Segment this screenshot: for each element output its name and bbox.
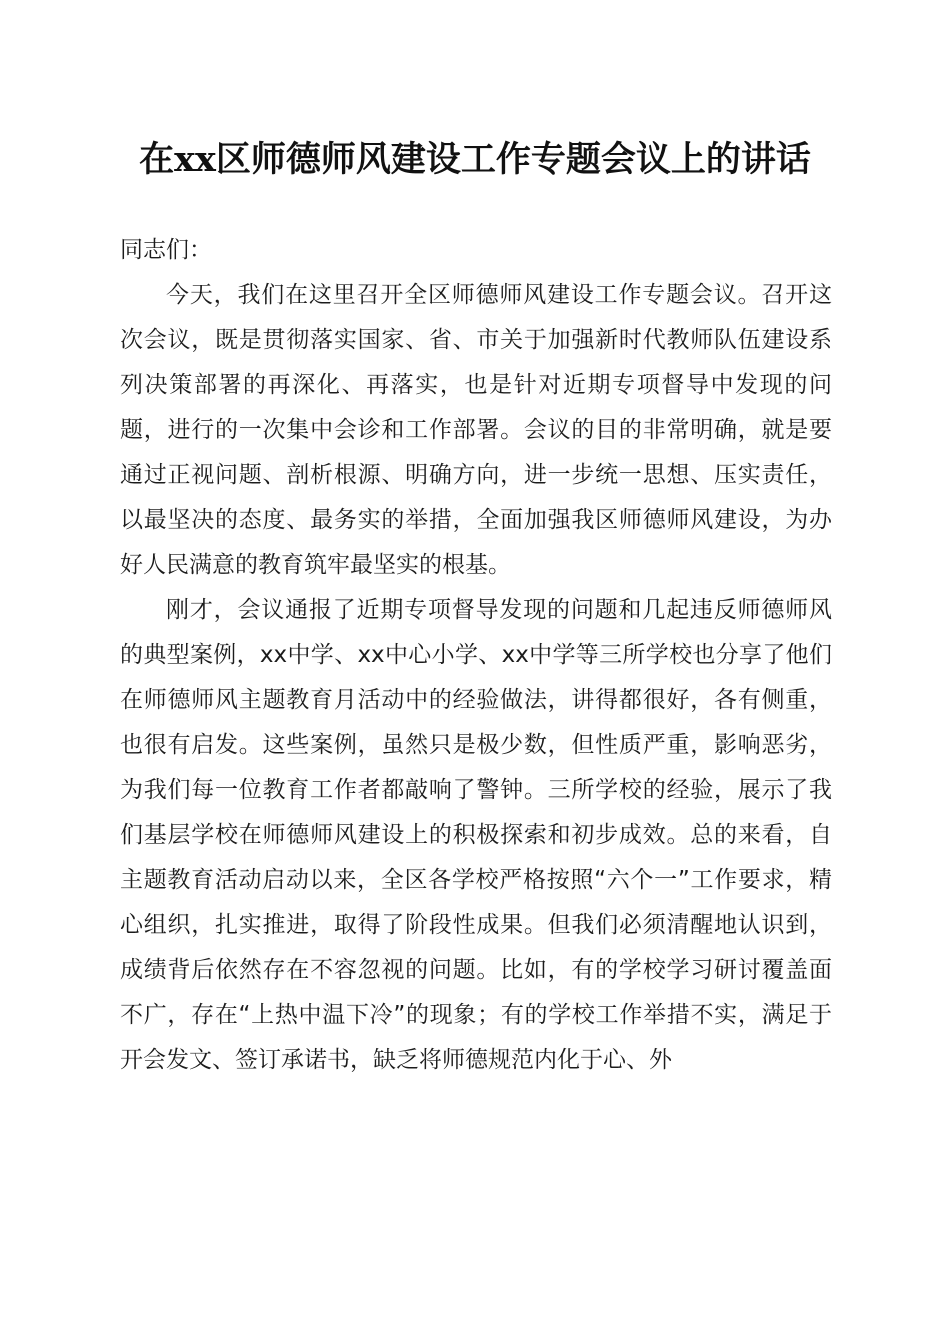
salutation: 同志们： <box>120 237 212 263</box>
document-body <box>120 228 832 1083</box>
body-paragraph-2: 刚才，会议通报了近期专项督导发现的问题和几起违反师德师风的典型案例，xx中学、xx中心小学、xx中学等三所学校也分享了他们在师德师风主题教育月活动中的经验做法，讲得都很好，各有侧重，也很有启发。这些案例，虽然只是极少数，但性质严重，影响恶劣，为我们每一位教育工作者都敲响了警钟。三所学校的经验，展示了我们基层学校在师德师风建设上的积极探索和初步成效。总的来看，自主题教育活动启动以来，全区各学校严格按照“六个一”工作要求，精心组织，扎实推进，取得了阶段性成果。但我们必须清醒地认识到，成绩背后依然存在不容忽视的问题。比如，有的学校学习研讨覆盖面不广，存在“上热中温下冷”的现象；有的学校工作举措不实，满足于开会发文、签订承诺书，缺乏将师德规范内化于心、外 <box>120 597 832 1073</box>
document-title: 在xx区师德师风建设工作专题会议上的讲话 <box>139 139 811 180</box>
body-paragraph-1: 今天，我们在这里召开全区师德师风建设工作专题会议。召开这次会议，既是贯彻落实国家、省、市关于加强新时代教师队伍建设系列决策部署的再深化、再落实，也是针对近期专项督导中发现的问题，进行的一次集中会诊和工作部署。会议的目的非常明确，就是要通过正视问题、剖析根源、明确方向，进一步统一思想、压实责任，以最坚决的态度、最务实的举措，全面加强我区师德师风建设，为办好人民满意的教育筑牢最坚实的根基。 <box>120 282 832 578</box>
